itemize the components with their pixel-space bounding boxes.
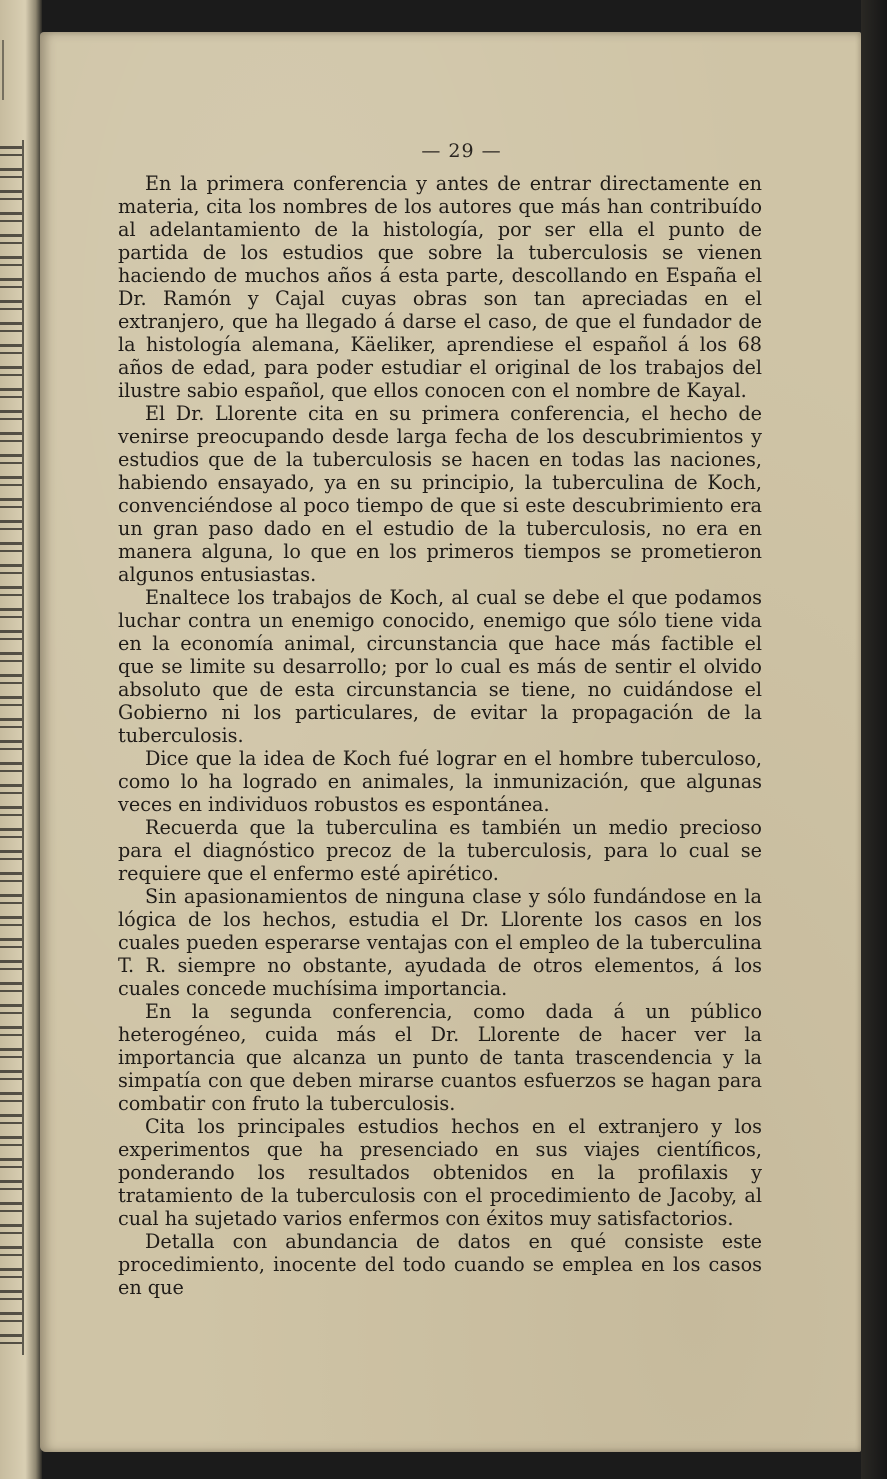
paragraph-4: Dice que la idea de Koch fué lograr en el hombre tuberculoso, como lo ha logrado en animales, la inmunización, que algunas veces en individuos robustos es espontánea. [118, 747, 762, 816]
book-page [40, 32, 861, 1452]
ornament-border [0, 140, 24, 1355]
body-text [118, 172, 762, 1299]
ornament-border-top [2, 40, 20, 100]
paragraph-2: El Dr. Llorente cita en su primera conferencia, el hecho de venirse preocupando desde larga fecha de los descubrimientos y estudios que de la tuberculosis se hacen en todas las naciones, habiendo ensayado, ya en su principio, la tuberculina de Koch, convenciéndose al poco tiempo de que si este descubrimiento era un gran paso dado en el estudio de la tuberculosis, no era en manera alguna, lo que en los primeros tiempos se prometieron algunos entusiastas. [118, 402, 762, 586]
paragraph-8: Cita los principales estudios hechos en el extranjero y los experimentos que ha presenciado en sus viajes científicos, ponderando los resultados obtenidos en la profilaxis y tratamiento de la tuberculosis con el procedimiento de Jacoby, al cual ha sujetado varios enfermos con éxitos muy satisfactorios. [118, 1115, 762, 1230]
facing-page-edge [0, 0, 42, 1479]
paragraph-9: Detalla con abundancia de datos en qué consiste este procedimiento, inocente del todo cuando se emplea en los casos en que [118, 1230, 762, 1299]
paragraph-1: En la primera conferencia y antes de entrar directamente en materia, cita los nombres de los autores que más han contribuído al adelantamiento de la histología, por ser ella el punto de partida de los estudios que sobre la tuberculosis se vienen haciendo de muchos años á esta parte, descollando en España el Dr. Ramón y Cajal cuyas obras son tan apreciadas en el extranjero, que ha llegado á darse el caso, de que el fundador de la histología alemana, Käeliker, aprendiese el español á los 68 años de edad, para poder estudiar el original de los trabajos del ilustre sabio español, que ellos conocen con el nombre de Kayal. [118, 172, 762, 402]
paragraph-6: Sin apasionamientos de ninguna clase y sólo fundándose en la lógica de los hechos, estudia el Dr. Llorente los casos en los cuales pueden esperarse ventajas con el empleo de la tuberculina T. R. siempre no obstante, ayudada de otros elementos, á los cuales concede muchísima importancia. [118, 885, 762, 1000]
page-number: — 29 — [421, 140, 502, 162]
paragraph-5: Recuerda que la tuberculina es también un medio precioso para el diagnóstico precoz de la tuberculosis, para lo cual se requiere que el enfermo esté apirético. [118, 816, 762, 885]
scan-background-right [861, 0, 887, 1479]
paragraph-3: Enaltece los trabajos de Koch, al cual se debe el que podamos luchar contra un enemigo conocido, enemigo que sólo tiene vida en la economía animal, circunstancia que hace más factible el que se limite su desarrollo; por lo cual es más de sentir el olvido absoluto que de esta circunstancia se tiene, no cuidándose el Gobierno ni los particulares, de evitar la propagación de la tuberculosis. [118, 586, 762, 747]
paragraph-7: En la segunda conferencia, como dada á un público heterogéneo, cuida más el Dr. Llorente de hacer ver la importancia que alcanza un punto de tanta trascendencia y la simpatía con que deben mirarse cuantos esfuerzos se hagan para combatir con fruto la tuberculosis. [118, 1000, 762, 1115]
